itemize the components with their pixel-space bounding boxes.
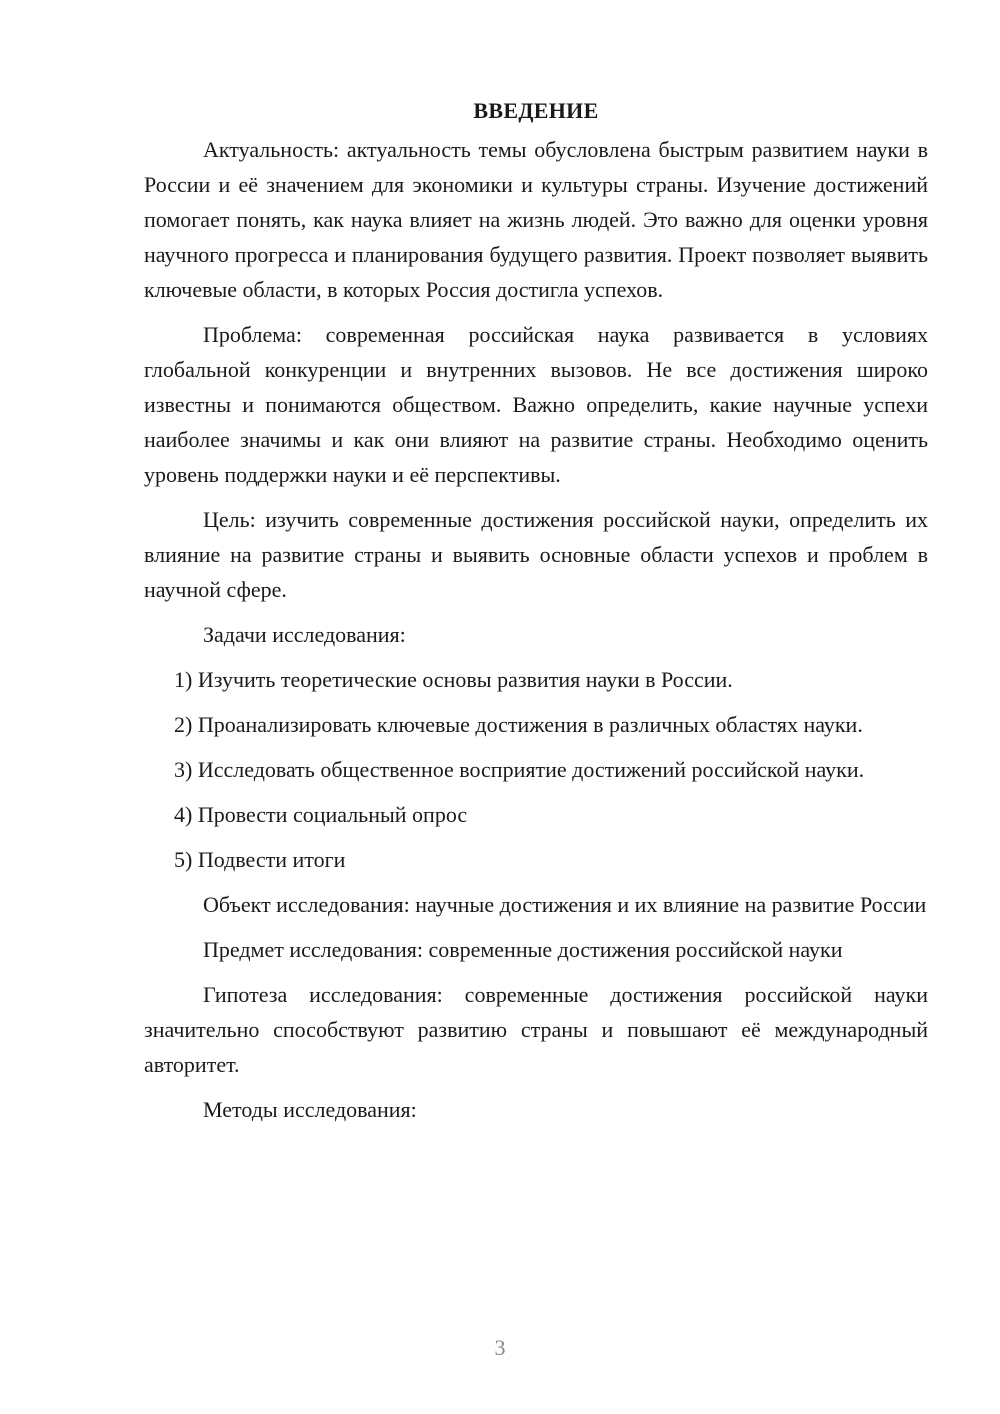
document-page — [144, 94, 928, 1137]
task-item-4: 4) Провести социальный опрос — [174, 802, 468, 827]
paragraph-relevance: Актуальность: актуальность темы обусловлена быстрым развитием науки в России и её значением для экономики и культуры страны. Изучение достижений помогает понять, как наука влияет на жизнь людей. Это важно для оценки уровня научного прогресса и планирования будущего развития. Проект позволяет выявить ключевые области, в которых Россия достигла успехов. — [144, 137, 928, 302]
task-item-3: 3) Исследовать общественное восприятие достижений российской науки. — [174, 757, 865, 782]
paragraph-tasks-heading: Задачи исследования: — [203, 622, 406, 647]
task-item-2: 2) Проанализировать ключевые достижения в различных областях науки. — [174, 712, 863, 737]
paragraph-object: Объект исследования: научные достижения и их влияние на развитие России — [203, 892, 927, 917]
paragraph-goal: Цель: изучить современные достижения российской науки, определить их влияние на развитие страны и выявить основные области успехов и проблем в научной сфере. — [144, 507, 928, 602]
task-item-1: 1) Изучить теоретические основы развития науки в России. — [174, 667, 733, 692]
task-item-5: 5) Подвести итоги — [174, 847, 346, 872]
paragraph-subject: Предмет исследования: современные достижения российской науки — [203, 937, 843, 962]
paragraph-hypothesis: Гипотеза исследования: современные достижения российской науки значительно способствуют развитию страны и повышают её международный авторитет. — [144, 982, 928, 1077]
paragraph-problem: Проблема: современная российская наука развивается в условиях глобальной конкуренции и внутренних вызовов. Не все достижения широко известны и понимаются обществом. Важно определить, какие научные успехи наиболее значимы и как они влияют на развитие страны. Необходимо оценить уровень поддержки науки и её перспективы. — [144, 322, 928, 487]
section-title: ВВЕДЕНИЕ — [473, 98, 599, 123]
page-number: 3 — [494, 1335, 506, 1360]
paragraph-methods: Методы исследования: — [203, 1097, 417, 1122]
